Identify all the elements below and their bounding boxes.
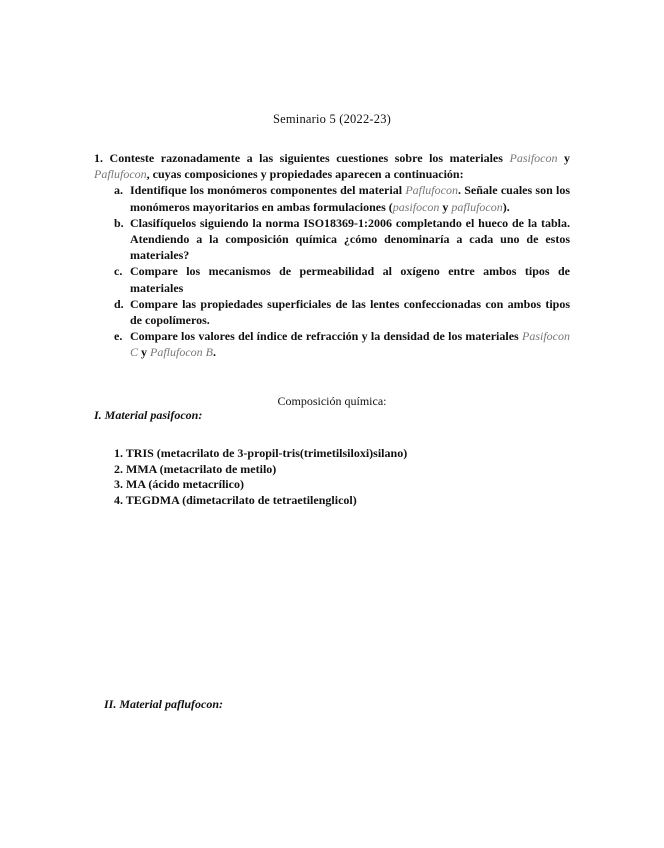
question-intro: [94, 150, 570, 182]
subquestion-marker: c.: [114, 264, 123, 279]
component-item: 4. TEGDMA (dimetacrilato de tetraetilenglicol): [114, 492, 357, 507]
subquestion-marker: a.: [114, 183, 123, 198]
subquestion-text: Compare los mecanismos de permeabilidad al oxígeno entre ambos tipos de materiales: [130, 264, 570, 295]
subquestion-list: [94, 182, 570, 360]
component-item: 2. MMA (metacrilato de metilo): [114, 461, 277, 476]
subquestion-text: .: [213, 345, 217, 360]
subquestion-text: Compare las propiedades superficiales de las lentes confeccionadas con ambos tipos de copolímeros.: [130, 296, 570, 328]
subquestion-text: Clasifíquelos siguiendo la norma ISO18369-1:2006 completando el hueco de la tabla. Atendiendo a la composición química ¿cómo denominaría a cada uno de estos materiales?: [130, 215, 570, 263]
subquestion-b: [94, 215, 570, 264]
component-item: 1. TRIS (metacrilato de 3-propil-tris(trimetilsiloxi)silano): [114, 446, 408, 460]
conjunction: y: [564, 151, 571, 165]
subquestion-e: [94, 328, 570, 360]
subquestion-text: Compare los valores del índice de refracción y la densidad de los materiales: [130, 329, 519, 344]
subquestion-a: [94, 182, 570, 214]
composition-heading: Composición química:: [277, 394, 387, 408]
subquestion-marker: d.: [114, 296, 124, 311]
subquestion-text: Identifique los monómeros componentes del material: [130, 183, 403, 198]
material-name: Pasifocon C: [130, 329, 571, 360]
subquestion-marker: b.: [114, 215, 124, 230]
subquestion-text: . Señale cuales son los monómeros mayoritarios en ambas formulaciones (: [130, 183, 571, 214]
material-name: Paflufocon: [405, 183, 458, 198]
conjunction: y: [442, 199, 449, 214]
question-number: 1.: [94, 151, 103, 165]
material-2-heading: II. Material paflufocon:: [104, 697, 224, 711]
material-1-component-list: [114, 446, 407, 508]
material-name: paflufocon: [451, 199, 503, 214]
material-name-paflufocon: Paflufocon: [94, 167, 147, 182]
question-intro-text: Conteste razonadamente a las siguientes cuestiones sobre los materiales: [109, 151, 503, 165]
question-1: [94, 150, 570, 361]
question-intro-tail: , cuyas composiciones y propiedades aparecen a continuación:: [146, 167, 464, 182]
material-name-pasifocon: Pasifocon: [509, 151, 558, 165]
subquestion-text: ).: [502, 199, 510, 214]
material-name: Paflufocon B: [150, 345, 214, 360]
material-name: pasifocon: [392, 199, 440, 214]
material-1-heading: I. Material pasifocon:: [94, 408, 203, 422]
component-item: 3. MA (ácido metacrílico): [114, 477, 244, 492]
subquestion-marker: e.: [114, 329, 123, 344]
subquestion-c: [94, 263, 570, 295]
page-title: Seminario 5 (2022-23): [272, 112, 392, 126]
subquestion-d: [94, 296, 570, 328]
conjunction: y: [141, 345, 148, 360]
